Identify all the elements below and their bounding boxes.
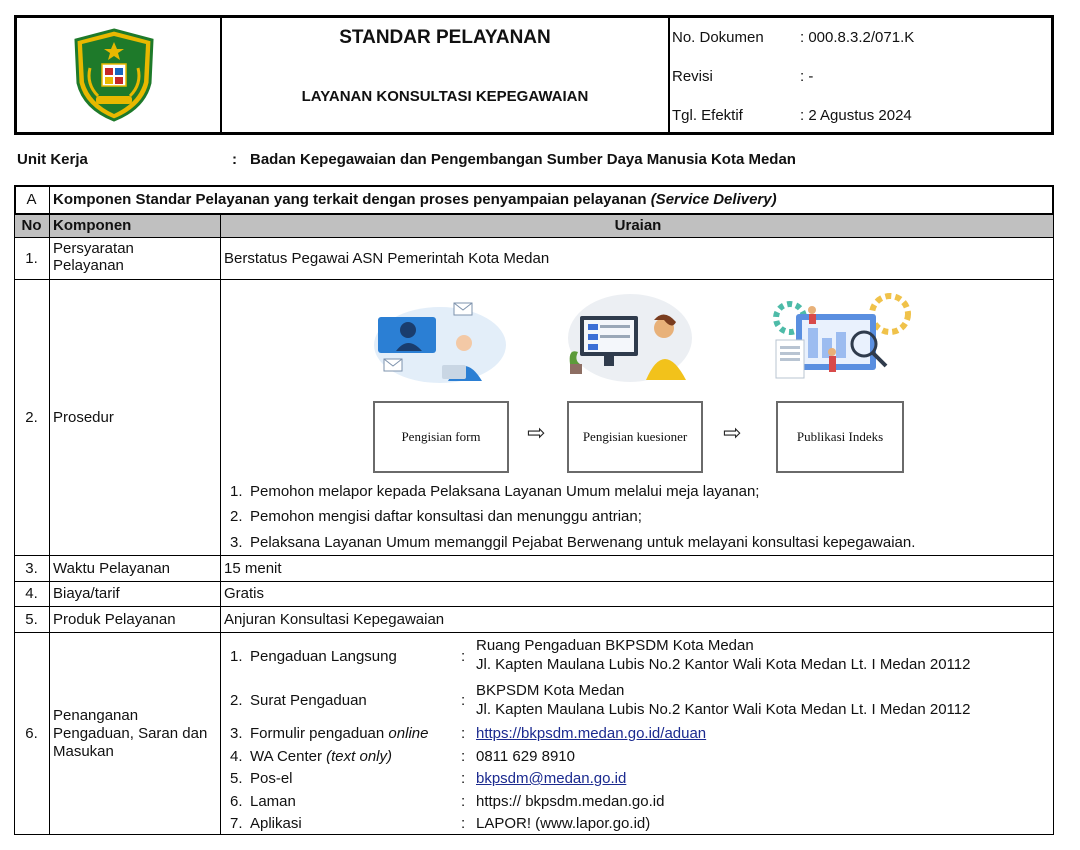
row-number: 3. xyxy=(25,560,38,577)
complaint-channel-label: Laman xyxy=(250,793,296,810)
publication-illustration xyxy=(772,290,912,386)
flow-step-publikasi-indeks: Publikasi Indeks xyxy=(776,401,904,473)
complaint-item-number: 4. xyxy=(230,748,243,765)
flow-step-pengisian-form: Pengisian form xyxy=(373,401,509,473)
complaint-channel-value: BKPSDM Kota Medan xyxy=(476,682,625,699)
meta-value-no-dokumen: : 000.8.3.2/071.K xyxy=(800,29,915,46)
complaint-channel-address: Jl. Kapten Maulana Lubis No.2 Kantor Wali Kota Medan Lt. I Medan 20112 xyxy=(476,656,971,673)
complaint-colon: : xyxy=(461,793,466,810)
section-letter: A xyxy=(26,191,37,208)
meta-label-no-dokumen: No. Dokumen xyxy=(672,29,764,46)
row-number: 1. xyxy=(25,250,38,267)
complaint-channel-label: Aplikasi xyxy=(250,815,302,832)
row-komponen: Biaya/tarif xyxy=(53,585,120,602)
section-title: Komponen Standar Pelayanan yang terkait dengan proses penyampaian pelayanan (Service Delivery) xyxy=(53,191,777,208)
row-uraian: Anjuran Konsultasi Kepegawaian xyxy=(224,611,445,628)
procedure-step-text: Pelaksana Layanan Umum memanggil Pejabat Berwenang untuk melayani konsultasi kepegawaian. xyxy=(250,534,916,551)
row-number: 4. xyxy=(25,585,38,602)
complaint-item-number: 7. xyxy=(230,815,243,832)
complaint-channel-label: Surat Pengaduan xyxy=(250,692,367,709)
complaint-channel-label: WA Center (text only) xyxy=(250,748,392,765)
complaint-item-number: 6. xyxy=(230,793,243,810)
wa-center-number: 0811 629 8910 xyxy=(476,748,575,765)
flow-step-pengisian-kuesioner: Pengisian kuesioner xyxy=(567,401,703,473)
unit-kerja-label: Unit Kerja xyxy=(17,151,88,168)
meta-value-tgl-efektif: : 2 Agustus 2024 xyxy=(800,107,912,124)
row-number: 5. xyxy=(25,611,38,628)
flow-arrow-icon: ⇨ xyxy=(527,421,546,446)
questionnaire-illustration xyxy=(560,290,700,386)
complaint-channel-address: Jl. Kapten Maulana Lubis No.2 Kantor Wali Kota Medan Lt. I Medan 20112 xyxy=(476,701,971,718)
procedure-step-text: Pemohon mengisi daftar konsultasi dan menunggu antrian; xyxy=(250,508,642,525)
email-link[interactable]: bkpsdm@medan.go.id xyxy=(476,770,627,787)
meta-value-revisi: : - xyxy=(800,68,814,85)
col-header-uraian: Uraian xyxy=(614,217,662,234)
complaint-colon: : xyxy=(461,692,466,709)
complaint-item-number: 1. xyxy=(230,648,243,665)
website-url: https:// bkpsdm.medan.go.id xyxy=(476,793,665,810)
complaint-colon: : xyxy=(461,815,466,832)
procedure-step-text: Pemohon melapor kepada Pelaksana Layanan Umum melalui meja layanan; xyxy=(250,483,760,500)
unit-kerja-colon: : xyxy=(232,151,237,168)
complaint-item-number: 3. xyxy=(230,725,243,742)
complaint-channel-label: Pos-el xyxy=(250,770,293,787)
row-number: 6. xyxy=(25,725,38,742)
complaint-colon: : xyxy=(461,725,466,742)
flow-arrow-icon: ⇨ xyxy=(723,421,742,446)
complaint-colon: : xyxy=(461,648,466,665)
procedure-step-number: 2. xyxy=(230,508,243,525)
row-komponen: Prosedur xyxy=(53,409,114,426)
kota-medan-logo xyxy=(72,28,156,122)
col-header-no: No xyxy=(21,217,42,234)
col-header-komponen: Komponen xyxy=(53,217,132,234)
page-subtitle: LAYANAN KONSULTASI KEPEGAWAIAN xyxy=(301,88,589,105)
online-form-illustration xyxy=(368,295,508,387)
meta-label-tgl-efektif: Tgl. Efektif xyxy=(672,107,743,124)
row-uraian: Berstatus Pegawai ASN Pemerintah Kota Medan xyxy=(224,250,550,267)
complaint-item-number: 2. xyxy=(230,692,243,709)
complaint-colon: : xyxy=(461,748,466,765)
complaint-channel-label: Pengaduan Langsung xyxy=(250,648,397,665)
row-komponen: Produk Pelayanan xyxy=(53,611,176,628)
meta-label-revisi: Revisi xyxy=(672,68,713,85)
row-uraian: Gratis xyxy=(224,585,265,602)
complaint-item-number: 5. xyxy=(230,770,243,787)
row-uraian: 15 menit xyxy=(224,560,282,577)
row-komponen: Persyaratan Pelayanan xyxy=(53,240,134,274)
row-komponen: Penanganan Pengaduan, Saran dan Masukan xyxy=(53,707,208,760)
complaint-channel-label: Formulir pengaduan online xyxy=(250,725,429,742)
procedure-step-number: 3. xyxy=(230,534,243,551)
procedure-step-number: 1. xyxy=(230,483,243,500)
header-divider xyxy=(668,15,670,135)
unit-kerja-value: Badan Kepegawaian dan Pengembangan Sumber Daya Manusia Kota Medan xyxy=(250,151,796,168)
complaint-colon: : xyxy=(461,770,466,787)
row-number: 2. xyxy=(25,409,38,426)
row-komponen: Waktu Pelayanan xyxy=(53,560,171,577)
complaint-form-link[interactable]: https://bkpsdm.medan.go.id/aduan xyxy=(476,725,707,742)
page-title: STANDAR PELAYANAN xyxy=(339,27,551,48)
lapor-app: LAPOR! (www.lapor.go.id) xyxy=(476,815,651,832)
complaint-channel-value: Ruang Pengaduan BKPSDM Kota Medan xyxy=(476,637,754,654)
